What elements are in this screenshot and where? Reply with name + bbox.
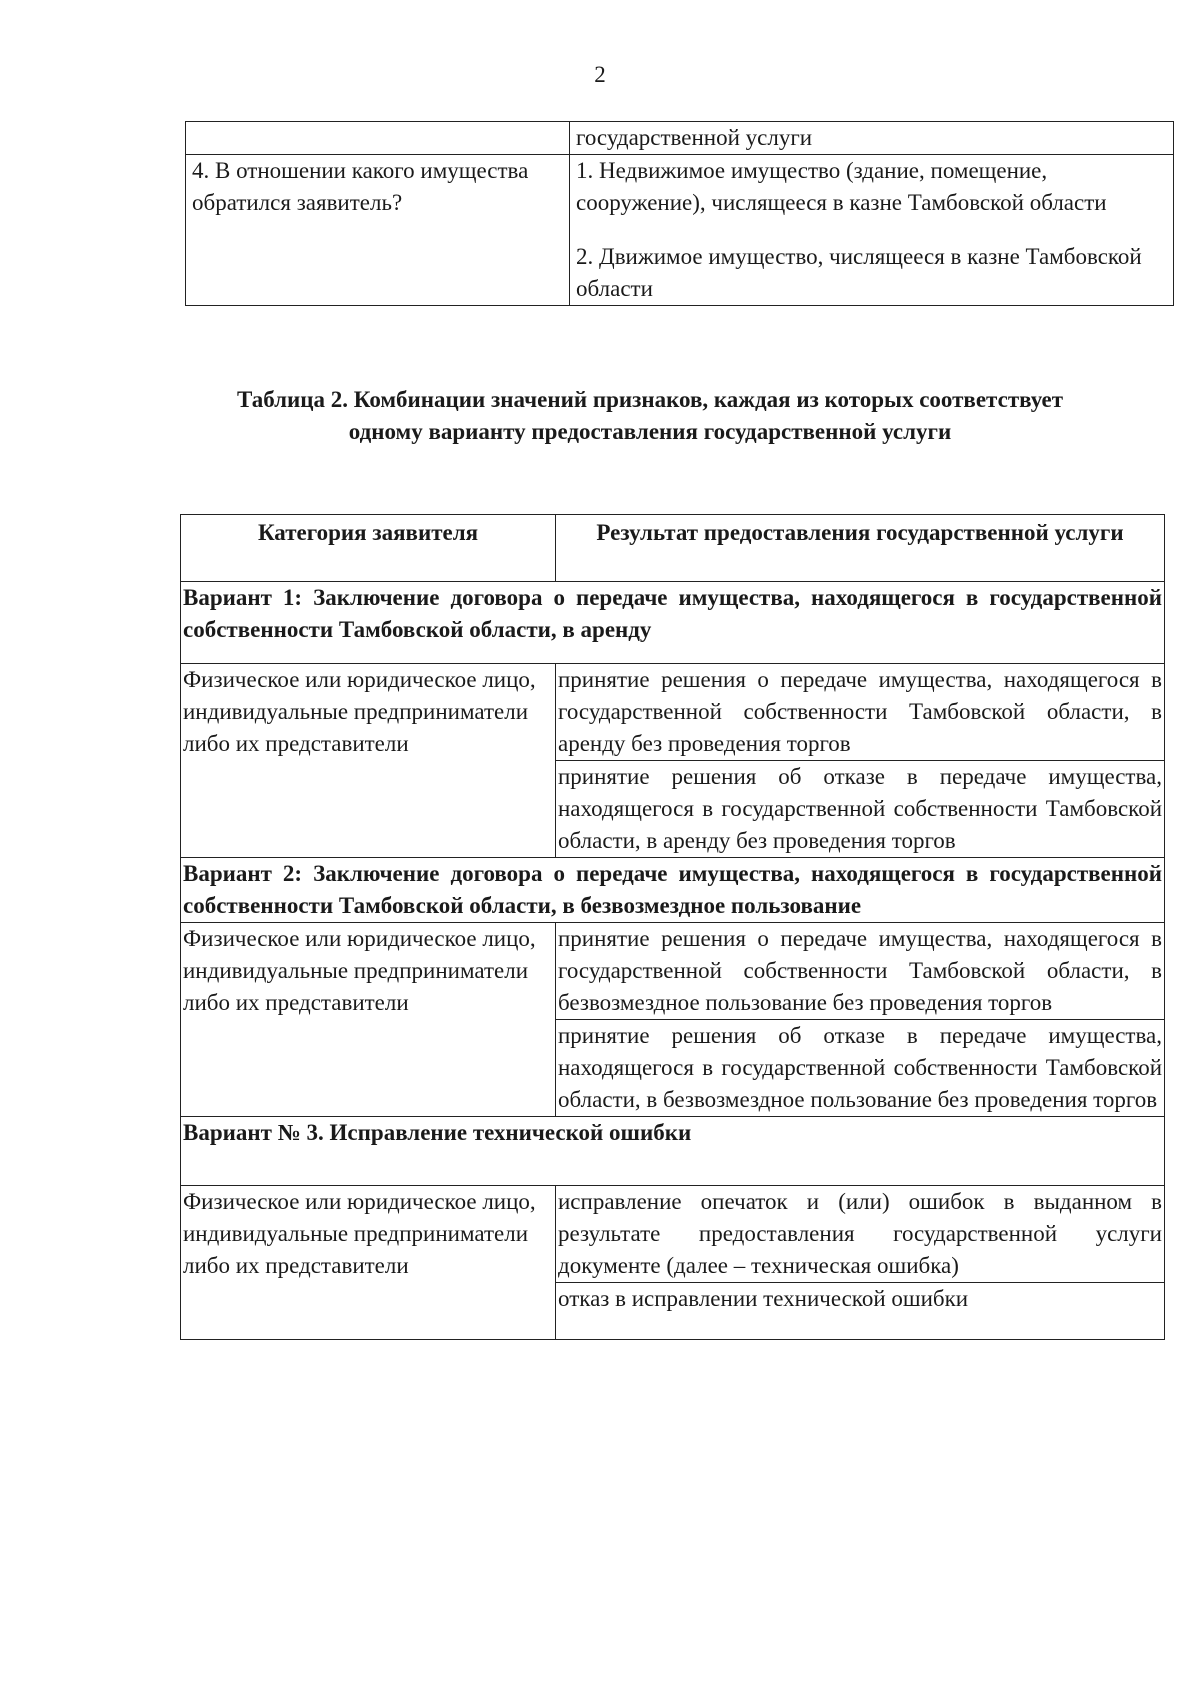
options-cell	[570, 155, 1174, 306]
page-number: 2	[594, 62, 606, 87]
variant-row	[181, 858, 1165, 923]
variant-title: Вариант 2: Заключение договора о передаче имущества, находящегося в государственной собственности Тамбовской области, в безвозмездное пользование	[181, 858, 1165, 923]
result-cell: исправление опечаток и (или) ошибок в выданном в результате предоставления государственной услуги документе (далее – техническая ошибка)	[556, 1186, 1165, 1283]
result-cell: принятие решения об отказе в передаче имущества, находящегося в государственной собственности Тамбовской области, в безвозмездное пользование без проведения торгов	[556, 1020, 1165, 1117]
header-result: Результат предоставления государственной услуги	[556, 515, 1165, 582]
table-row	[181, 664, 1165, 761]
table-cell	[186, 122, 570, 155]
attributes-table	[185, 121, 1174, 306]
table-row	[186, 122, 1174, 155]
option-1: 1. Недвижимое имущество (здание, помещение, сооружение), числящееся в казне Тамбовской области	[576, 158, 1107, 215]
result-cell: принятие решения о передаче имущества, находящегося в государственной собственности Тамбовской области, в аренду без проведения торгов	[556, 664, 1165, 761]
variants-table	[180, 514, 1165, 1340]
question-cell: 4. В отношении какого имущества обратился заявитель?	[186, 155, 570, 306]
variant-title: Вариант № 3. Исправление технической ошибки	[181, 1117, 1165, 1186]
table-row	[181, 1186, 1165, 1283]
table-header-row	[181, 515, 1165, 582]
table-cell: государственной услуги	[570, 122, 1174, 155]
variant-title: Вариант 1: Заключение договора о передаче имущества, находящегося в государственной собственности Тамбовской области, в аренду	[181, 582, 1165, 664]
option-2: 2. Движимое имущество, числящееся в казне Тамбовской области	[576, 244, 1142, 301]
result-cell: отказ в исправлении технической ошибки	[556, 1283, 1165, 1340]
applicant-cell: Физическое или юридическое лицо, индивидуальные предприниматели либо их представители	[181, 923, 556, 1117]
table-row	[181, 923, 1165, 1020]
variant-row	[181, 1117, 1165, 1186]
variant-row	[181, 582, 1165, 664]
applicant-cell: Физическое или юридическое лицо, индивидуальные предприниматели либо их представители	[181, 664, 556, 858]
applicant-cell: Физическое или юридическое лицо, индивидуальные предприниматели либо их представители	[181, 1186, 556, 1340]
header-applicant: Категория заявителя	[181, 515, 556, 582]
table-row	[186, 155, 1174, 306]
table-title: Таблица 2. Комбинации значений признаков, каждая из которых соответствует одному варианту предоставления государственной услуги	[236, 387, 1064, 444]
result-cell: принятие решения о передаче имущества, находящегося в государственной собственности Тамбовской области, в безвозмездное пользование без проведения торгов	[556, 923, 1165, 1020]
result-cell: принятие решения об отказе в передаче имущества, находящегося в государственной собственности Тамбовской области, в аренду без проведения торгов	[556, 761, 1165, 858]
